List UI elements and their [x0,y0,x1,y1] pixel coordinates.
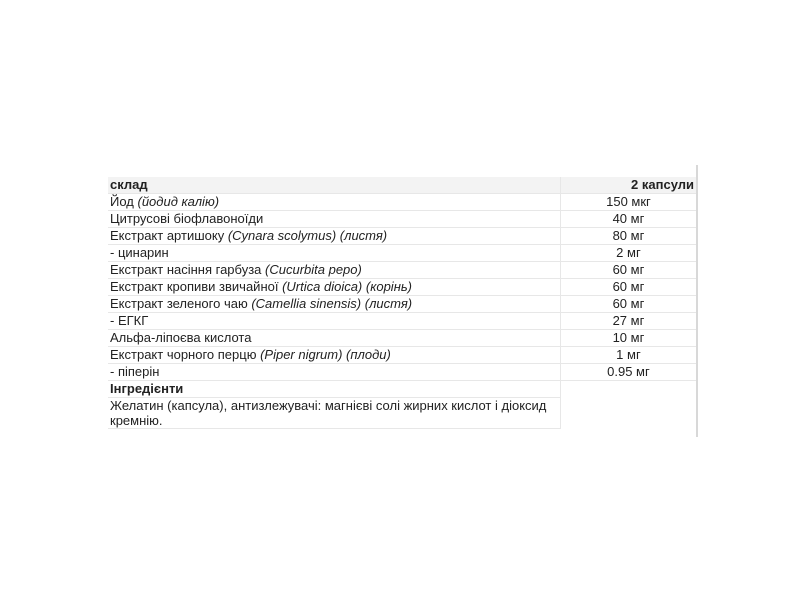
empty-cell [560,381,696,398]
ingredient-amount: 27 мг [560,313,696,330]
ingredient-amount: 60 мг [560,279,696,296]
ingredients-heading-row [108,381,696,398]
table-row [108,313,696,330]
table-row [108,262,696,279]
table-row [108,330,696,347]
ingredient-name-cell [108,330,560,347]
ingredient-latin: (Urtica dioica) (корінь) [282,279,413,294]
ingredient-name: Екстракт чорного перцю [110,347,261,362]
ingredient-name-cell [108,245,560,262]
table-row [108,364,696,381]
ingredient-name-cell [108,279,560,296]
table-row [108,211,696,228]
table-row [108,296,696,313]
ingredient-amount: 0.95 мг [560,364,696,381]
header-name-cell: склад [108,177,560,194]
composition-table [108,177,696,429]
ingredient-name-cell [108,313,560,330]
ingredients-text: Желатин (капсула), антизлежувачі: магнієві солі жирних кислот і діоксид кремнію. [108,398,560,429]
ingredient-amount: 150 мкг [560,194,696,211]
ingredient-name: Екстракт артишоку [110,228,228,243]
empty-cell [560,398,696,429]
table-row [108,347,696,364]
composition-sheet [108,177,696,429]
ingredient-name-cell [108,228,560,245]
ingredient-name: - цинарин [110,245,169,260]
ingredient-amount: 40 мг [560,211,696,228]
ingredient-amount: 60 мг [560,296,696,313]
ingredient-latin: (Cynara scolymus) (листя) [227,228,388,243]
ingredient-amount: 80 мг [560,228,696,245]
ingredient-latin: (Piper nigrum) (плоди) [260,347,391,362]
ingredients-text-row [108,398,696,429]
header-amount-cell: 2 капсули [560,177,696,194]
ingredient-name: - піперін [110,364,160,379]
ingredient-latin: (йодид калію) [137,194,220,209]
ingredient-name-cell [108,211,560,228]
ingredient-name: Екстракт кропиви звичайної [110,279,283,294]
ingredient-amount: 60 мг [560,262,696,279]
ingredient-latin: (Camellia sinensis) (листя) [251,296,413,311]
ingredient-amount: 1 мг [560,347,696,364]
table-row [108,228,696,245]
ingredient-name: Екстракт зеленого чаю [110,296,252,311]
ingredient-amount: 2 мг [560,245,696,262]
ingredient-name: - ЕГКГ [110,313,149,328]
table-row [108,194,696,211]
table-row [108,279,696,296]
ingredient-latin: (Cucurbita pepo) [265,262,362,277]
sheet-scroll-divider [696,165,698,437]
ingredient-amount: 10 мг [560,330,696,347]
ingredient-name: Цитрусові біофлавоноїди [110,211,264,226]
ingredient-name-cell [108,262,560,279]
ingredient-name-cell [108,194,560,211]
table-row [108,245,696,262]
ingredient-name: Екстракт насіння гарбуза [110,262,266,277]
ingredient-name-cell [108,347,560,364]
table-header-row [108,177,696,194]
ingredient-name-cell [108,364,560,381]
ingredient-name-cell [108,296,560,313]
ingredients-heading: Інгредієнти [108,381,560,398]
ingredient-name: Альфа-ліпоєва кислота [110,330,252,345]
ingredient-name: Йод [110,194,138,209]
